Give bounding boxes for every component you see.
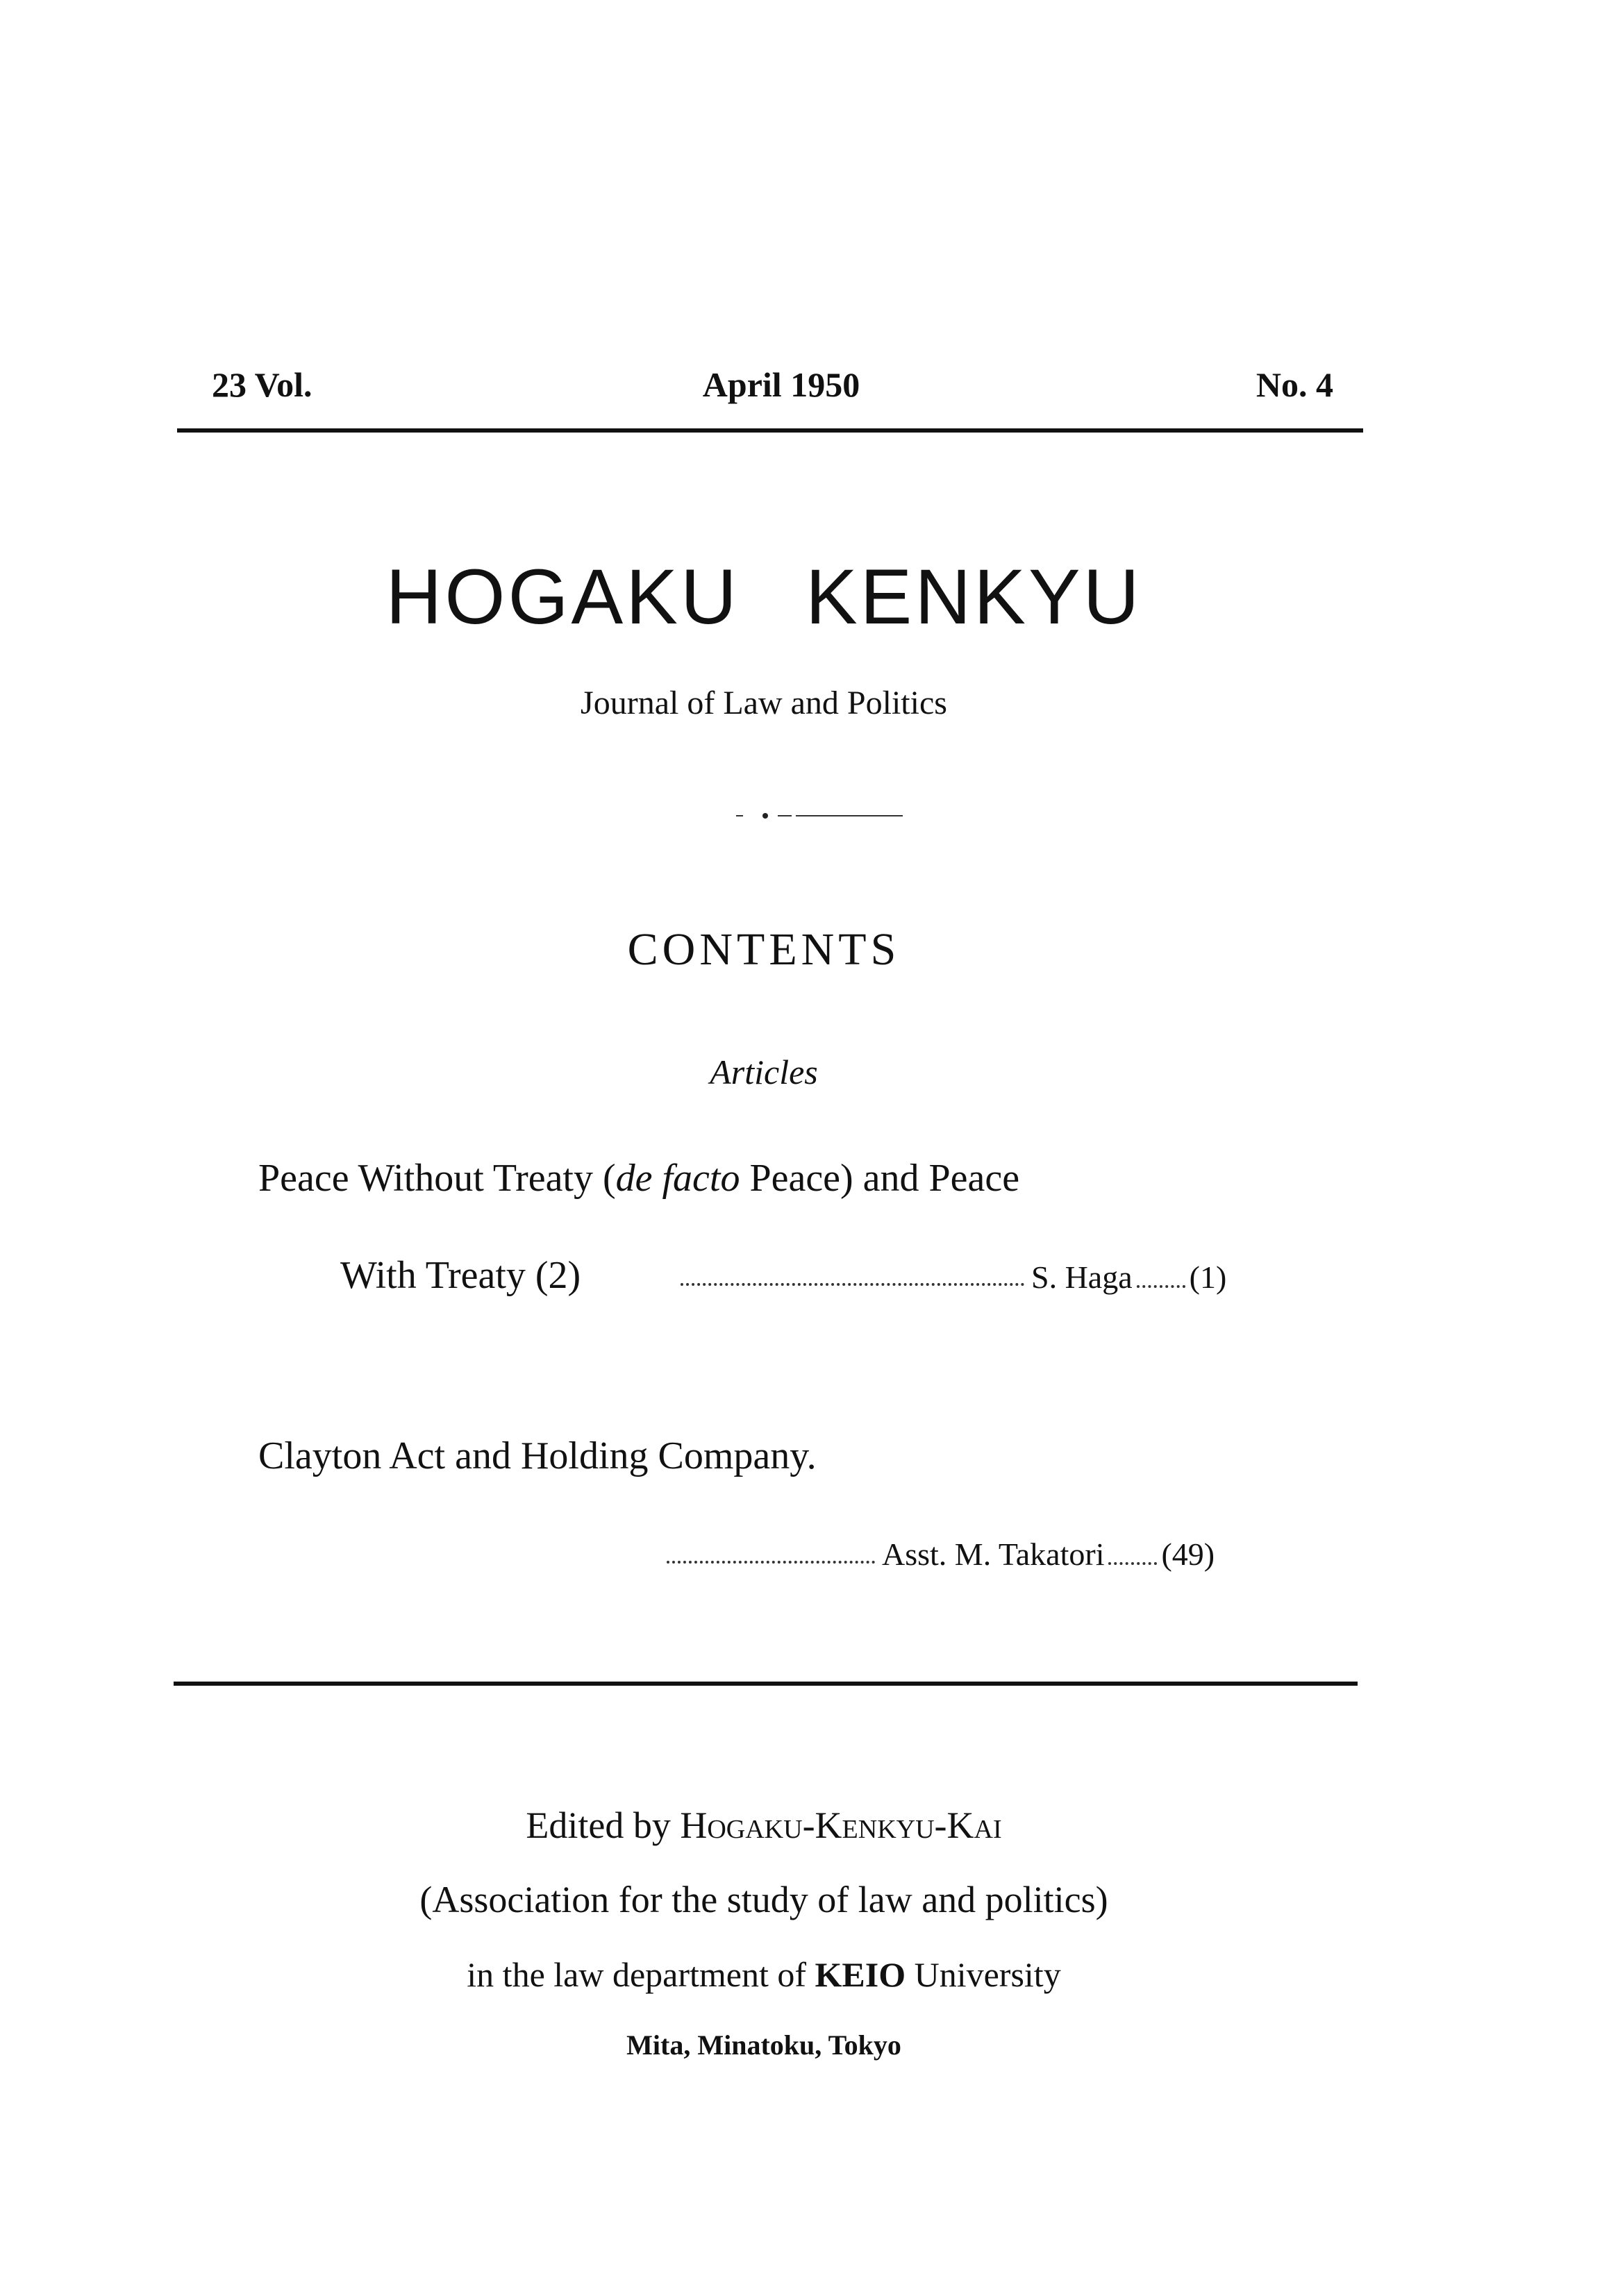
ornament-divider (736, 812, 903, 819)
editor-line: Edited by Hogaku-Kenkyu-Kai (526, 1804, 1002, 1846)
journal-title: HOGAKU KENKYU (385, 553, 1142, 640)
association-line: (Association for the study of law and politics) (419, 1879, 1108, 1920)
journal-subtitle: Journal of Law and Politics (581, 685, 947, 721)
article-1-title-line2: With Treaty (2) (340, 1254, 581, 1297)
article-1-author: S. Haga (1) (1031, 1259, 1227, 1295)
article-2-leader-dots (667, 1555, 875, 1564)
contents-heading: CONTENTS (627, 924, 901, 975)
address-line: Mita, Minatoku, Tokyo (626, 2029, 901, 2061)
article-1-title-line1: Peace Without Treaty (de facto Peace) and Peace (258, 1157, 1020, 1200)
articles-label: Articles (710, 1053, 818, 1091)
article-2-title: Clayton Act and Holding Company. (258, 1434, 817, 1477)
bottom-rule (174, 1682, 1358, 1686)
issue-number: No. 4 (1256, 365, 1333, 404)
article-2-author: Asst. M. Takatori (49) (882, 1536, 1215, 1572)
volume-label: 23 Vol. (212, 365, 312, 404)
top-rule (177, 428, 1363, 433)
issue-date: April 1950 (702, 365, 860, 404)
department-line: in the law department of KEIO University (467, 1955, 1061, 1994)
article-1-leader-dots (681, 1277, 1024, 1286)
